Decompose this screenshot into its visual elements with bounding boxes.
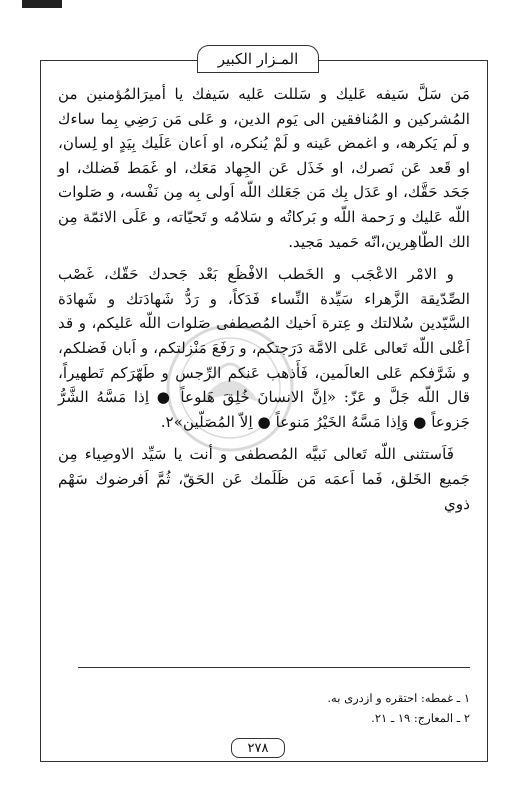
main-text [58, 82, 470, 516]
page-number [231, 738, 285, 758]
page-number-text: ٢٧٨ [247, 740, 269, 756]
footnote: ٢ ـ المعارج: ١٩ ـ ٢١. [371, 711, 470, 725]
running-title [197, 45, 319, 73]
corner-mark [22, 0, 62, 8]
footnotes [78, 688, 470, 728]
paragraph: و الامْر الاعْجَب و الخَطب الافْظَع بَعْد جَحدك حَقّك، غَصْب الصِّدّيقة الزَّهراء سَيِّدة النِّساء فَدَكاً، و رَدُّ شَهادَتك و شَهادَة السَّيّدين سُلالتك و عِترة اَخيك المُصطفى صَلوات اللّه عَليكم، و قد اَعْلى اللّه تَعالى عَلى الامَّة دَرَجتكم، و رَفَعَ مَنْزلتكم، و اَبان فَضلكم، و شَرَّفكم عَلى العالَمين، فَأَذهب عَنكم الرِّجس و طَهّرَكم تَطهيراً، قال اللّه جَلَّ و عَزّ: «اِنَّ الانسانَ خُلِقَ هَلوعاً ● اِذا مَسَّهُ الشَّرُّ جَزوعاً ● وَاِذا مَسَّهُ الخَيْرُ مَنوعاً ● اِلاّ المُصَلّين»٢. [58, 265, 470, 431]
footnote-divider [78, 667, 470, 668]
paragraph: مَن سَلَّ سَيفه عَليك و سَللت عَليه سَيفك يا أميرَالمُؤمنين من المُشركين و المُنافقين الى يَوم الدين، و عَلى مَن رَضِي بِما ساءك و لَم يَكرهه، و اغمض عَينه و لَمْ يُنكره، او اَعان عَلَيك بِيَدٍ او لِسان، او قَعد عَن نَصرك، او خَذَل عَن الجِهاد مَعَك، او غَمَط فَضلك، او جَحَد حَقَّك، او عَدَل بِك مَن جَعَلك اللّه اَولى بِه مِن نَفْسه، و صَلوات اللّه عَليك و رَحمة اللّه و بَركاتُه و سَلامُه و تَحيّاته، و عَلَى الائمّة مِن الك الطّاهِرين،انّه حَميد مَجيد. [58, 85, 470, 251]
footnote: ١ ـ غمطه: احتقره و ازدرى به. [327, 691, 470, 705]
paragraph: فَاَستثنى اللّه تَعالى نَبيَّه المُصطفى و أنت يا سَيِّد الاوصِياء مِن جَميع الخَلق، فَما اَعمَه مَن ظَلَمك عَن الحَقّ، ثُمَّ اَفرضوك سَهْم ذوي [58, 445, 470, 513]
running-title-text: المـزار الكبير [217, 50, 299, 68]
